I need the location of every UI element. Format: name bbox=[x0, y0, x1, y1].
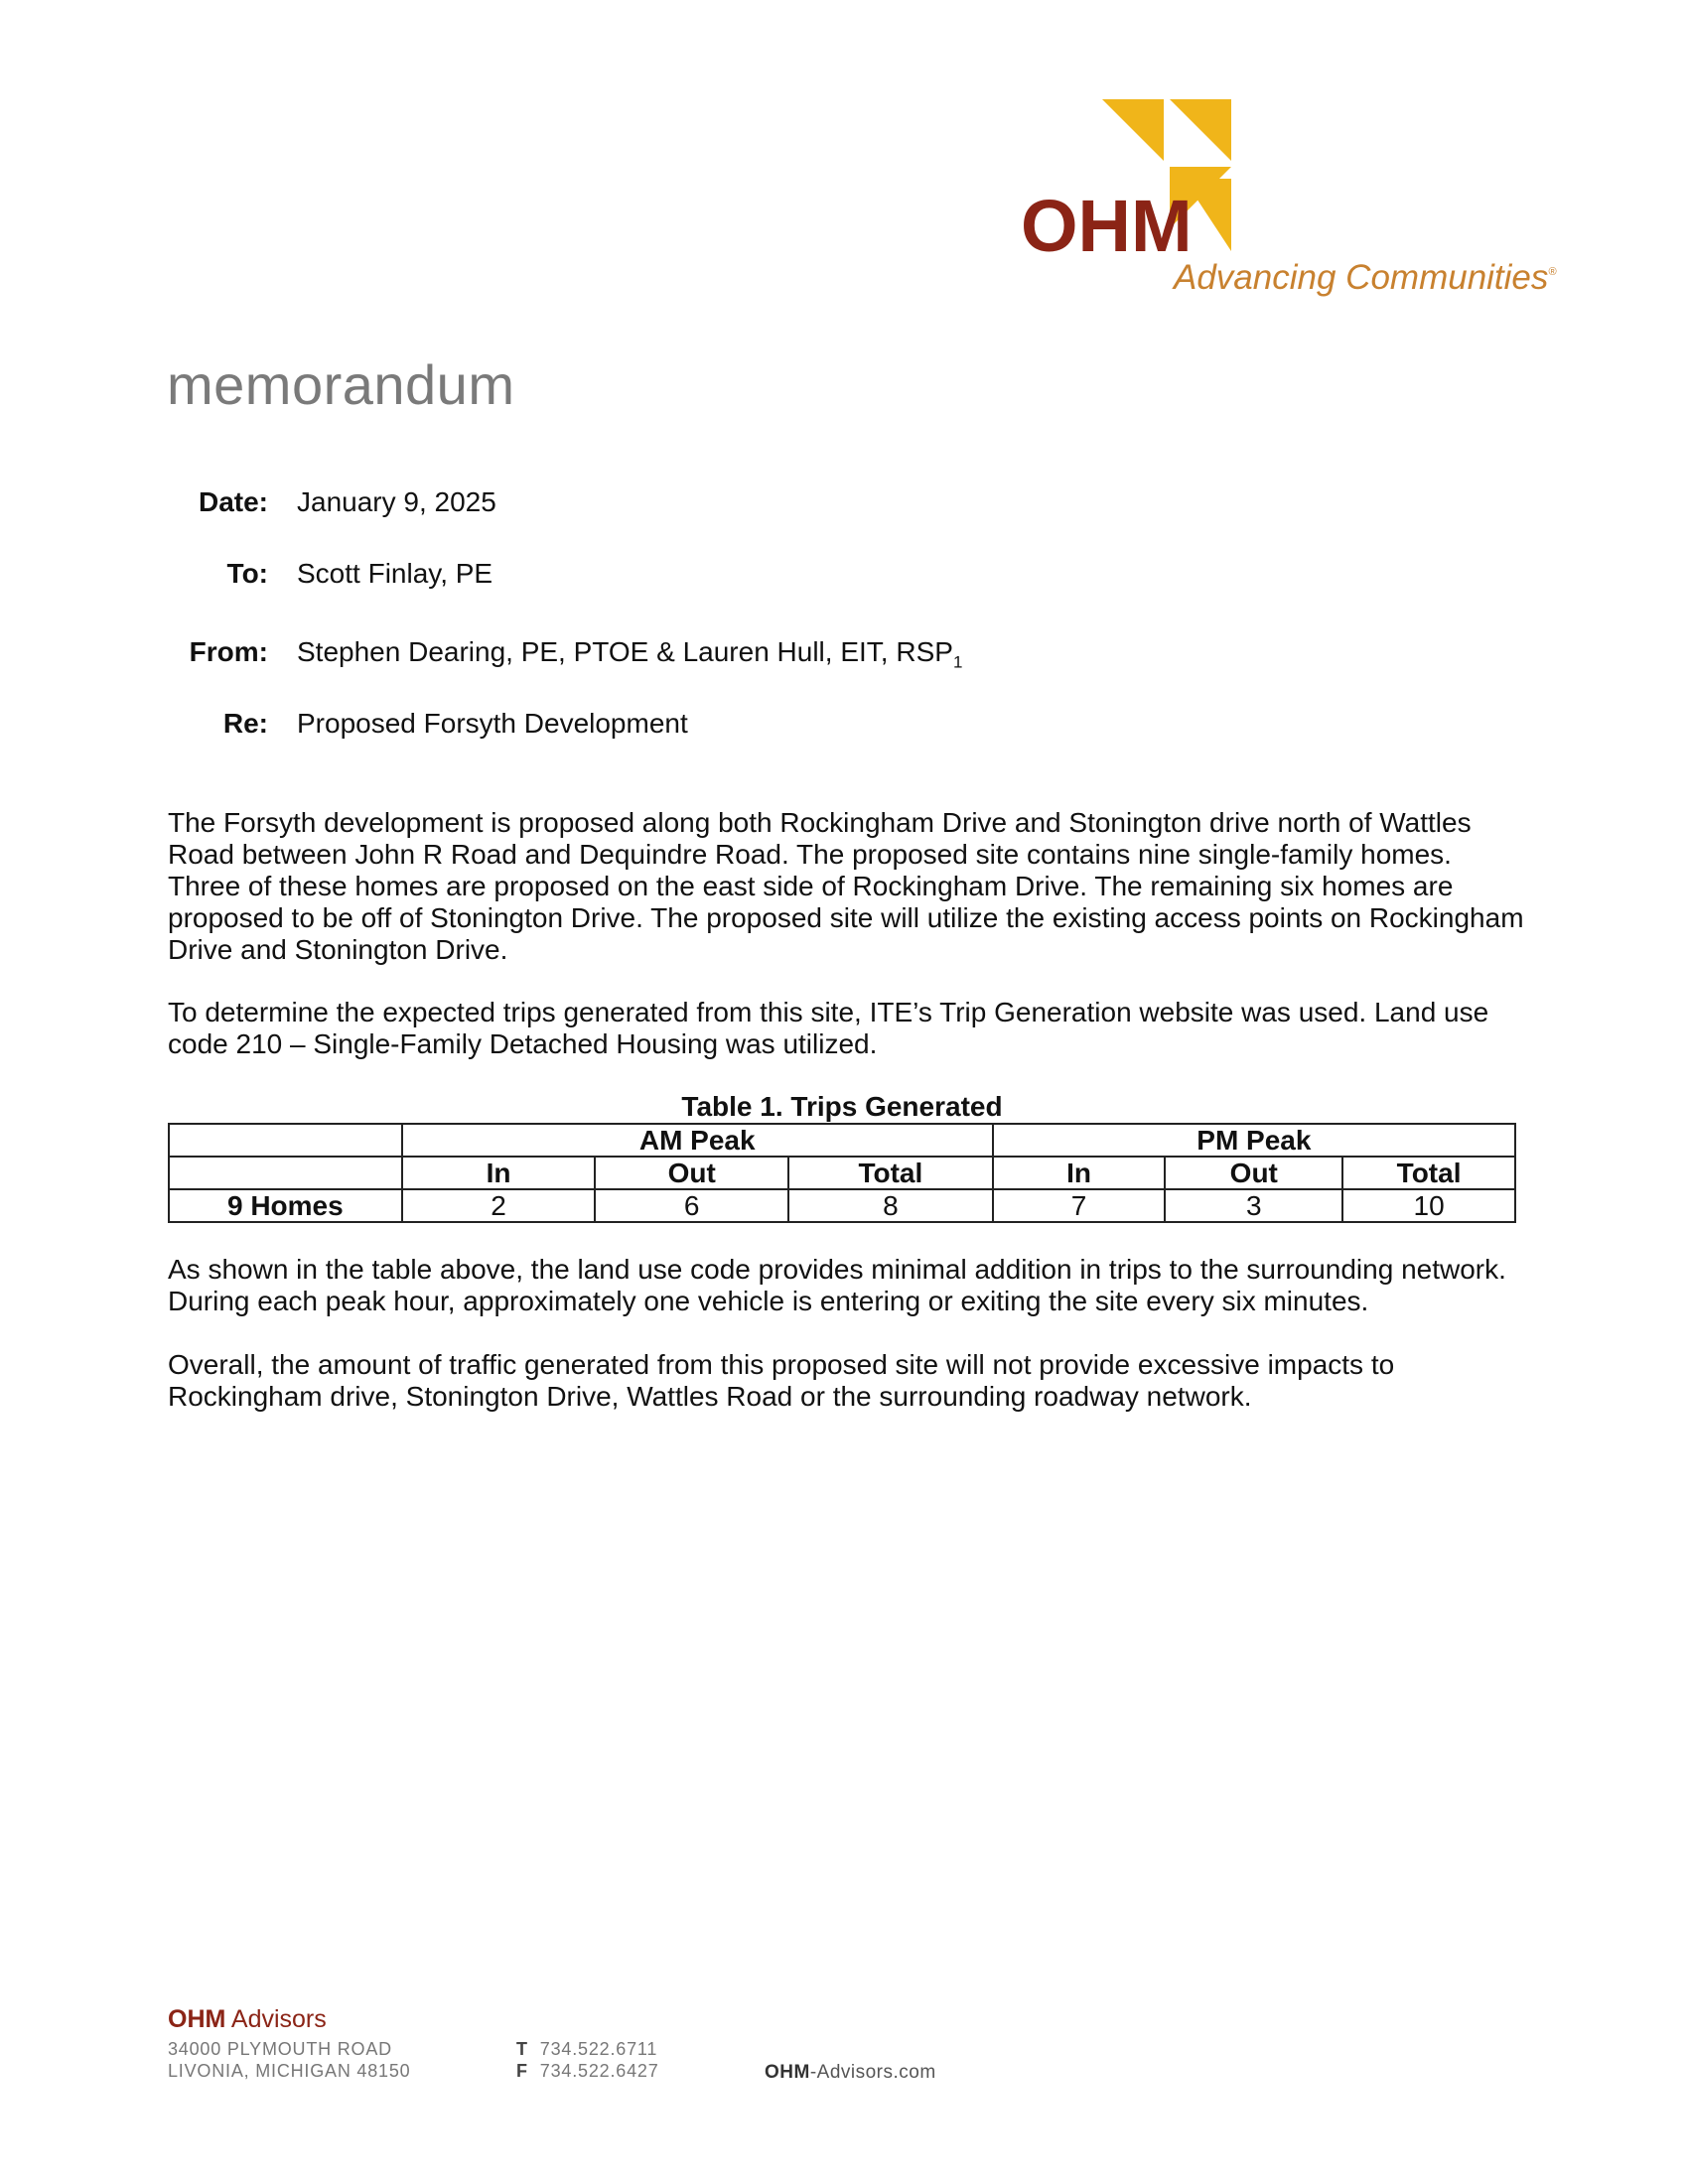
pm-total-header: Total bbox=[1342, 1157, 1515, 1189]
date-value: January 9, 2025 bbox=[297, 486, 496, 517]
am-in-header: In bbox=[402, 1157, 596, 1189]
fax-number: 734.522.6427 bbox=[539, 2061, 659, 2081]
paragraph-line: To determine the expected trips generated from this site, ITE’s Trip Generation website was used. Land use bbox=[168, 997, 1489, 1027]
row-label: 9 Homes bbox=[169, 1189, 402, 1222]
re-label: Re: bbox=[222, 708, 268, 739]
pm-in-header: In bbox=[993, 1157, 1166, 1189]
from-names: Stephen Dearing, PE, PTOE & Lauren Hull, EIT, RSP bbox=[297, 636, 953, 667]
to-label: To: bbox=[226, 558, 268, 589]
logo-triangle-1 bbox=[1102, 99, 1164, 161]
table-caption: Table 1. Trips Generated bbox=[681, 1091, 1003, 1122]
footer-address-line-2: LIVONIA, MICHIGAN 48150 bbox=[168, 2061, 411, 2081]
paragraph-line: Overall, the amount of traffic generated from this proposed site will not provide excessive impacts to bbox=[168, 1349, 1395, 1380]
to-value: Scott Finlay, PE bbox=[297, 558, 493, 589]
logo-triangle-2 bbox=[1170, 99, 1231, 161]
table-row bbox=[169, 1189, 1515, 1222]
company-logo bbox=[1013, 94, 1557, 298]
from-subscript: 1 bbox=[952, 652, 963, 672]
footer-fax bbox=[516, 2061, 659, 2082]
table-cell: 2 bbox=[402, 1189, 596, 1222]
paragraph-line: code 210 – Single-Family Detached Housing was utilized. bbox=[168, 1028, 878, 1059]
paragraph-2 bbox=[168, 997, 1528, 1060]
footer-brand-bold: OHM bbox=[168, 2005, 226, 2033]
paragraph-4 bbox=[168, 1349, 1528, 1413]
logo-tagline: Advancing Communities® bbox=[1174, 258, 1557, 297]
pm-peak-header: PM Peak bbox=[993, 1124, 1515, 1157]
am-total-header: Total bbox=[788, 1157, 993, 1189]
table-cell: 7 bbox=[993, 1189, 1166, 1222]
memo-title: memorandum bbox=[167, 353, 515, 416]
table-cell: 3 bbox=[1165, 1189, 1342, 1222]
website-rest: -Advisors.com bbox=[809, 2062, 936, 2083]
paragraph-line: During each peak hour, approximately one vehicle is entering or exiting the site every six minutes. bbox=[168, 1286, 1369, 1316]
website-bold: OHM bbox=[765, 2062, 810, 2083]
am-out-header: Out bbox=[595, 1157, 788, 1189]
table-corner-cell bbox=[169, 1124, 402, 1157]
table-subheader-row bbox=[169, 1157, 1515, 1189]
am-peak-header: AM Peak bbox=[402, 1124, 993, 1157]
paragraph-line: proposed to be off of Stonington Drive. The proposed site will utilize the existing access points on Rockingham bbox=[168, 902, 1524, 933]
paragraph-line: As shown in the table above, the land use code provides minimal addition in trips to the surrounding network. bbox=[168, 1254, 1506, 1285]
paragraph-line: Three of these homes are proposed on the east side of Rockingham Drive. The remaining six homes are bbox=[168, 871, 1454, 901]
footer-brand bbox=[168, 2005, 327, 2034]
paragraph-line: Rockingham drive, Stonington Drive, Wattles Road or the surrounding roadway network. bbox=[168, 1381, 1252, 1412]
from-label: From: bbox=[189, 636, 268, 667]
pm-out-header: Out bbox=[1165, 1157, 1342, 1189]
table-empty-cell bbox=[169, 1157, 402, 1189]
footer-brand-rest: Advisors bbox=[225, 2005, 327, 2033]
paragraph-1 bbox=[168, 807, 1528, 966]
paragraph-line: The Forsyth development is proposed along both Rockingham Drive and Stonington drive north of Wattles bbox=[168, 807, 1472, 838]
table-cell: 8 bbox=[788, 1189, 993, 1222]
fax-label: F bbox=[516, 2061, 528, 2081]
paragraph-line: Drive and Stonington Drive. bbox=[168, 934, 508, 965]
phone-label: T bbox=[516, 2039, 528, 2059]
paragraph-line: Road between John R Road and Dequindre Road. The proposed site contains nine single-family homes. bbox=[168, 839, 1452, 870]
footer-website[interactable] bbox=[765, 2062, 936, 2084]
paragraph-3 bbox=[168, 1254, 1528, 1317]
logo-wordmark: OHM bbox=[1021, 185, 1193, 267]
footer-address-line-1: 34000 PLYMOUTH ROAD bbox=[168, 2039, 392, 2059]
table-group-header-row bbox=[169, 1124, 1515, 1157]
phone-number: 734.522.6711 bbox=[539, 2039, 658, 2059]
footer-phone bbox=[516, 2039, 657, 2060]
table-cell: 6 bbox=[595, 1189, 788, 1222]
date-label: Date: bbox=[198, 486, 268, 517]
table-cell: 10 bbox=[1342, 1189, 1515, 1222]
from-value bbox=[297, 636, 962, 673]
re-value: Proposed Forsyth Development bbox=[297, 708, 688, 739]
trips-table bbox=[168, 1123, 1516, 1223]
